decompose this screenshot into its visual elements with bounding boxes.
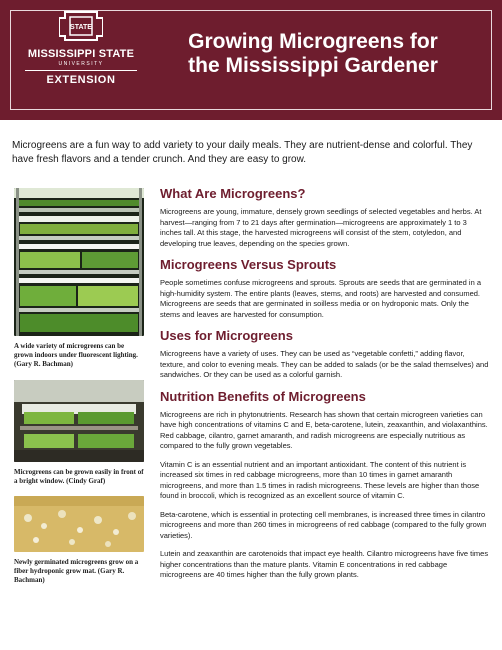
grow-mat-image <box>14 496 144 552</box>
section-paragraph: Microgreens are rich in phytonutrients. Research has shown that certain microgreen varieties can have high concentrations of vitamins C and E, beta-carotene, lutein, zeaxanthin, and violaxanthins. Red cabbage, cilantro, garnet amaranth, and radish microgreens are especially nutritious as compared to the fully grown vegetables. <box>160 409 488 450</box>
page-title <box>168 30 458 78</box>
section-heading: Nutrition Benefits of Microgreens <box>160 388 366 404</box>
seal-text: STATE <box>70 24 92 31</box>
title-line-2: the Mississippi Gardener <box>188 54 438 77</box>
logo-extension: EXTENSION <box>46 74 116 86</box>
section-paragraph: Microgreens are young, immature, densely grown seedlings of selected vegetables and herbs. At harvest—ranging from 7 to 21 days after germination—microgreens are approximately 1 to 3 inches tall. At this stage, the harvested microgreens will consist of the stem, cotyledon, and developing true leaves, depending on the species grown. <box>160 207 482 248</box>
logo-wordmark: MISSISSIPPI STATE <box>27 48 135 60</box>
section-paragraph: People sometimes confuse microgreens and sprouts. Sprouts are seeds that are germinated in a high-humidity system. The entire plants (leaves, stems, and roots) are harvested and consumed. Microgreens are seeds that are germinated in soilless media or on hydroponic mats. Only the stems and leaves are harvested for consumption. <box>160 278 482 319</box>
photo-indoor-racks <box>14 188 144 369</box>
photo-window <box>14 380 144 486</box>
photo-caption: Microgreens can be grown easily in front of a bright window. (Cindy Graf) <box>14 468 144 485</box>
section-paragraph: Lutein and zeaxanthin are carotenoids that impact eye health. Cilantro microgreens have five times higher concentrations than the mature plants. Vitamin E concentrations in red cabbage microgreens are 40 times higher than the fully grown plants. <box>160 549 489 579</box>
section-nutrition <box>160 389 490 581</box>
section-heading: What Are Microgreens? <box>160 186 306 201</box>
main-content <box>160 186 490 589</box>
photo-grow-mat <box>14 496 144 585</box>
msu-extension-logo <box>14 8 148 102</box>
title-line-1: Growing Microgreens for <box>188 30 438 53</box>
section-what-are-microgreens <box>160 186 490 249</box>
header-banner <box>0 0 502 120</box>
section-paragraph: Beta-carotene, which is essential in protecting cell membranes, is increased three times in cilantro microgreens and more than 260 times in microgreens of red cabbage (compared to the fully grown varieties). <box>160 509 487 540</box>
section-paragraph: Vitamin C is an essential nutrient and an important antioxidant. The content of this nutrient is increased six times in red cabbage microgreens, more than 10 times in garnet amaranth microgreens, and more than 1.5 times in radish microgreens. These levels are higher than those found in broccoli, which is recognized as an excellent source of vitamin C. <box>160 459 480 500</box>
indoor-racks-image <box>14 188 144 336</box>
intro-paragraph: Microgreens are a fun way to add variety to your daily meals. They are nutrient-dense and colorful. They have fresh flavors and a tender crunch. And they are easy to grow. <box>12 140 473 165</box>
window-image <box>14 380 144 462</box>
section-heading: Microgreens Versus Sprouts <box>160 257 337 272</box>
photo-caption: A wide variety of microgreens can be grown indoors under fluorescent lighting. (Gary R. Bachman) <box>14 342 138 368</box>
section-paragraph: Microgreens have a variety of uses. They can be used as “vegetable confetti,” adding flavor, texture, and color to evening meals. They can be added to salads (or be the salad themselves) and sandwiches. Or they can be used as a colorful garnish. <box>160 349 489 379</box>
msu-seal-icon <box>59 10 103 42</box>
section-uses <box>160 328 490 381</box>
logo-divider <box>25 70 137 71</box>
logo-subword: UNIVERSITY <box>58 61 104 67</box>
section-heading: Uses for Microgreens <box>160 328 293 343</box>
photo-caption: Newly germinated microgreens grow on a fiber hydroponic grow mat. (Gary R. Bachman) <box>14 558 139 584</box>
section-microgreens-vs-sprouts <box>160 257 490 320</box>
